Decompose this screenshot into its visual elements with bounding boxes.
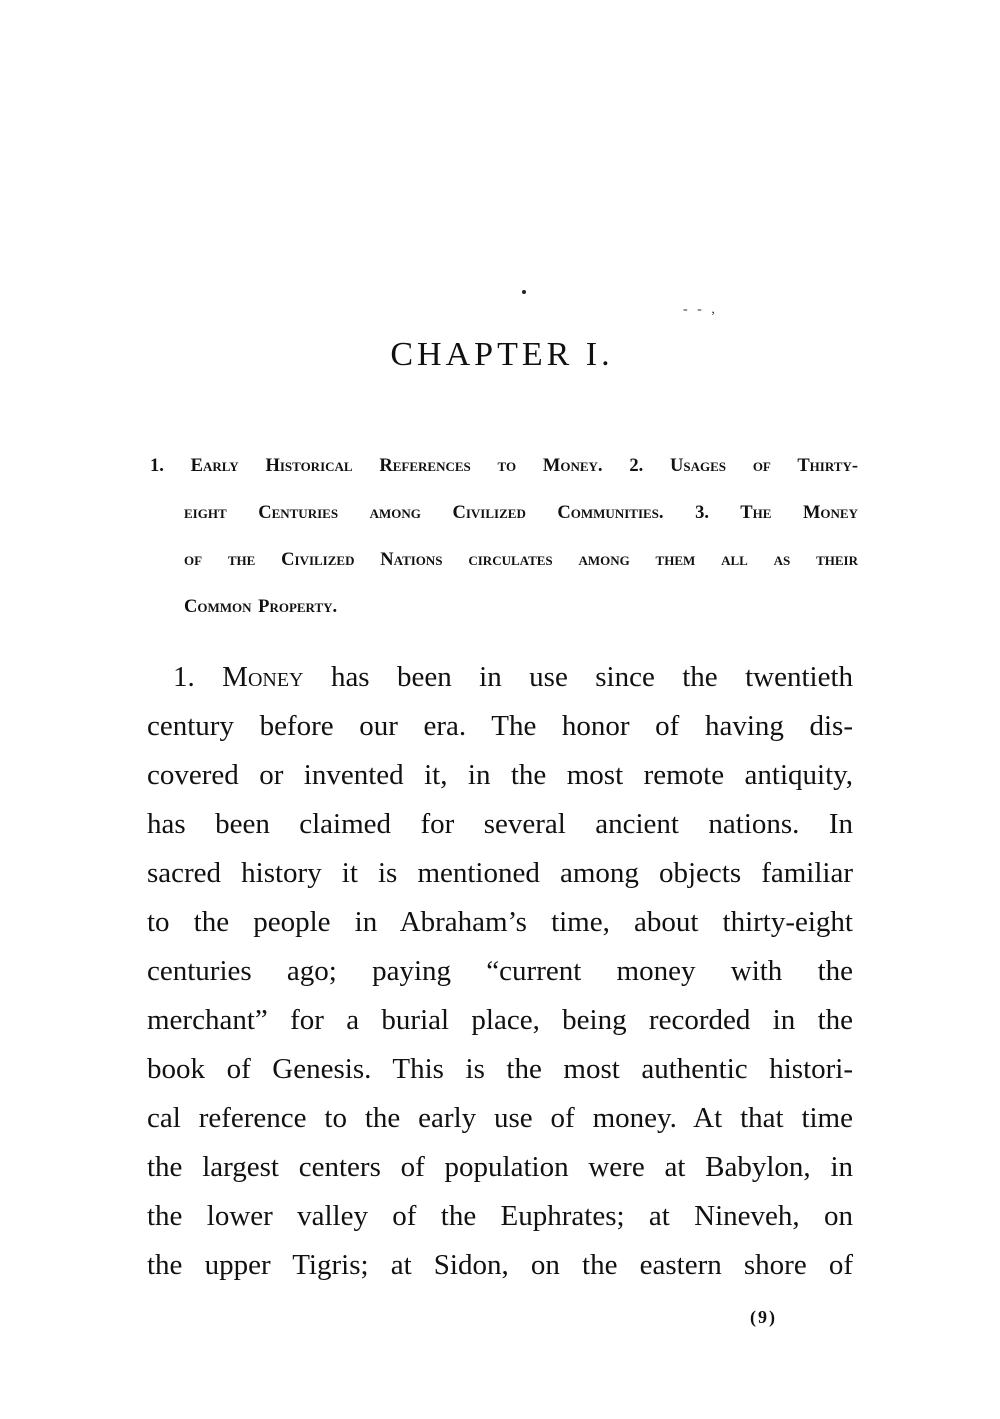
chapter-synopsis: [150, 443, 858, 631]
stray-marks: - - ,: [683, 302, 718, 317]
synopsis-line: 1. Early Historical References to Money. 2. Usages of Thirty-: [150, 456, 858, 476]
body-line-first: [147, 653, 853, 702]
body-line: merchant” for a burial place, being recorded in the: [147, 1004, 853, 1036]
body-line: cal reference to the early use of money. At that time: [147, 1102, 853, 1134]
body-paragraph: [147, 653, 853, 1290]
body-line: sacred history it is mentioned among objects familiar: [147, 857, 853, 889]
synopsis-line: eight Centuries among Civilized Communities. 3. The Money: [184, 503, 858, 523]
body-line: the lower valley of the Euphrates; at Nineveh, on: [147, 1200, 853, 1232]
synopsis-line: of the Civilized Nations circulates among them all as their: [184, 550, 858, 570]
body-line-first-rest: has been in use since the twentieth: [330, 661, 854, 693]
body-line: has been claimed for several ancient nations. In: [147, 808, 853, 840]
body-line: century before our era. The honor of having dis-: [147, 710, 853, 742]
body-line: covered or invented it, in the most remote antiquity,: [147, 759, 853, 791]
synopsis-line: Common Property.: [184, 597, 338, 617]
body-line: the largest centers of population were at Babylon, in: [147, 1151, 853, 1183]
body-line: to the people in Abraham’s time, about thirty-eight: [147, 906, 853, 938]
body-line: centuries ago; paying “current money with the: [147, 955, 853, 987]
paragraph-number: 1.: [173, 661, 195, 693]
body-line: the upper Tigris; at Sidon, on the eastern shore of: [147, 1249, 853, 1281]
chapter-title: CHAPTER I.: [390, 336, 614, 373]
paragraph-keyword: Money: [222, 661, 304, 693]
ink-speck: [522, 290, 526, 294]
body-line: book of Genesis. This is the most authentic histori-: [147, 1053, 853, 1085]
page-number: (9): [750, 1307, 777, 1327]
